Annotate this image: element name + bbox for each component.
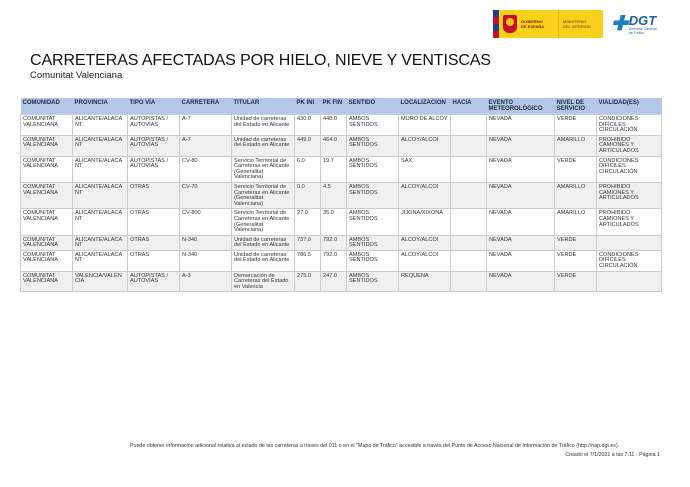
- table-cell: 0.0: [295, 182, 321, 208]
- table-cell: CONDICIONES DIFÍCILES CIRCULACIÓN: [597, 250, 662, 271]
- table-cell: NEVADA: [487, 135, 555, 156]
- table-cell: COMUNITAT VALENCIANA: [21, 235, 73, 250]
- table-cell: VERDE: [555, 250, 597, 271]
- table-cell: OTRAS: [128, 250, 180, 271]
- table-cell: COMUNITAT VALENCIANA: [21, 250, 73, 271]
- table-cell: [451, 235, 487, 250]
- table-cell: SAX: [399, 156, 451, 182]
- table-cell: ALICANTE/ALACANT: [73, 209, 128, 235]
- table-cell: ALICANTE/ALACANT: [73, 135, 128, 156]
- table-cell: AUTOPISTAS / AUTOVÍAS: [128, 115, 180, 136]
- table-cell: VALENCIA/VALÈNCIA: [73, 271, 128, 292]
- table-cell: 247.0: [321, 271, 347, 292]
- col-header: TITULAR: [232, 98, 295, 115]
- table-cell: AMARILLO: [555, 135, 597, 156]
- col-header: CARRETERA: [180, 98, 232, 115]
- table-cell: CV-800: [180, 209, 232, 235]
- table-cell: [451, 156, 487, 182]
- table-cell: MURO DE ALCOY: [399, 115, 451, 136]
- table-cell: COMUNITAT VALENCIANA: [21, 271, 73, 292]
- table-cell: CV-80: [180, 156, 232, 182]
- table-cell: 430.0: [295, 115, 321, 136]
- table-cell: ALICANTE/ALACANT: [73, 235, 128, 250]
- table-cell: ALCOY/ALCOI: [399, 182, 451, 208]
- table-cell: 449.0: [295, 135, 321, 156]
- table-cell: AUTOPISTAS / AUTOVÍAS: [128, 156, 180, 182]
- col-header: PK FIN: [321, 98, 347, 115]
- table-cell: ALICANTE/ALACANT: [73, 250, 128, 271]
- table-cell: Unidad de carreteras del Estado en Alicante: [232, 235, 295, 250]
- table-cell: 792.0: [321, 250, 347, 271]
- table-cell: Unidad de carreteras del Estado en Alicante: [232, 135, 295, 156]
- table-cell: ALICANTE/ALACANT: [73, 156, 128, 182]
- table-cell: NEVADA: [487, 209, 555, 235]
- table-cell: PROHIBIDO CAMIONES Y ARTICULADOS: [597, 182, 662, 208]
- table-row: [21, 250, 662, 271]
- table-cell: 27.0: [295, 209, 321, 235]
- table-cell: 19.7: [321, 156, 347, 182]
- table-cell: CV-70: [180, 182, 232, 208]
- table-cell: AMBOS SENTIDOS: [347, 115, 399, 136]
- table-cell: AUTOPISTAS / AUTOVÍAS: [128, 135, 180, 156]
- report-subtitle: Comunitat Valenciana: [30, 70, 123, 81]
- report-title: CARRETERAS AFECTADAS POR HIELO, NIEVE Y VENTISCAS: [30, 52, 491, 69]
- table-cell: A-7: [180, 135, 232, 156]
- roads-table: [20, 98, 662, 292]
- table-cell: AMBOS SENTIDOS: [347, 271, 399, 292]
- col-header: COMUNIDAD: [21, 98, 73, 115]
- ministerio-line2: DEL INTERIOR: [563, 24, 591, 29]
- table-row: [21, 156, 662, 182]
- col-header: NIVEL DE SERVICIO: [555, 98, 597, 115]
- table-cell: 464.0: [321, 135, 347, 156]
- table-cell: REQUENA: [399, 271, 451, 292]
- table-cell: ALICANTE/ALACANT: [73, 182, 128, 208]
- table-row: [21, 135, 662, 156]
- gobierno-line2: DE ESPAÑA: [521, 24, 545, 29]
- table-cell: PROHIBIDO CAMIONES Y ARTICULADOS: [597, 209, 662, 235]
- table-cell: OTRAS: [128, 182, 180, 208]
- table-cell: NEVADA: [487, 250, 555, 271]
- table-header-row: [21, 98, 662, 115]
- table-cell: 35.0: [321, 209, 347, 235]
- table-cell: AMBOS SENTIDOS: [347, 250, 399, 271]
- footer-info: Puede obtener información adicional relativa al estado de las carreteras a través del 011 o en el "Mapa de Tráfico" accesible a través del Punto de Acceso Nacional de Información de Tráfico (http://nap.dgt.es).: [130, 443, 620, 449]
- table-cell: PROHIBIDO CAMIONES Y ARTICULADOS: [597, 135, 662, 156]
- table-cell: COMUNITAT VALENCIANA: [21, 156, 73, 182]
- table-cell: OTRAS: [128, 209, 180, 235]
- table-cell: VERDE: [555, 156, 597, 182]
- col-header: SENTIDO: [347, 98, 399, 115]
- table-cell: NEVADA: [487, 271, 555, 292]
- table-cell: CONDICIONES DIFÍCILES CIRCULACIÓN: [597, 115, 662, 136]
- table-cell: Servicio Territorial de Carreteras en Alicante (Generalitat Valenciana): [232, 182, 295, 208]
- table-cell: [451, 135, 487, 156]
- table-row: [21, 115, 662, 136]
- table-cell: COMUNITAT VALENCIANA: [21, 209, 73, 235]
- table-cell: COMUNITAT VALENCIANA: [21, 135, 73, 156]
- table-cell: [451, 182, 487, 208]
- gobierno-logo: [493, 10, 603, 38]
- table-cell: AMARILLO: [555, 209, 597, 235]
- table-cell: AMBOS SENTIDOS: [347, 182, 399, 208]
- col-header: HACIA: [451, 98, 487, 115]
- footer-created: Creado el 7/1/2021 a las 7:11 - Página 1: [565, 452, 660, 458]
- table-cell: OTRAS: [128, 235, 180, 250]
- table-cell: VERDE: [555, 235, 597, 250]
- table-cell: 4.5: [321, 182, 347, 208]
- table-cell: [597, 235, 662, 250]
- table-cell: AMBOS SENTIDOS: [347, 135, 399, 156]
- table-row: [21, 182, 662, 208]
- table-cell: ALCOY/ALCOI: [399, 135, 451, 156]
- table-row: [21, 271, 662, 292]
- table-cell: CONDICIONES DIFÍCILES CIRCULACIÓN: [597, 156, 662, 182]
- table-cell: [451, 250, 487, 271]
- table-cell: A-3: [180, 271, 232, 292]
- dgt-cross-icon: ✚: [611, 13, 628, 35]
- table-cell: AUTOPISTAS / AUTOVÍAS: [128, 271, 180, 292]
- col-header: PROVINCIA: [73, 98, 128, 115]
- table-cell: COMUNITAT VALENCIANA: [21, 115, 73, 136]
- col-header: LOCALIZACION: [399, 98, 451, 115]
- table-cell: ALCOY/ALCOI: [399, 235, 451, 250]
- table-cell: JIJONA/XIXONA: [399, 209, 451, 235]
- table-cell: Unidad de carreteras del Estado en Alicante: [232, 250, 295, 271]
- table-cell: Servicio Territorial de Carreteras en Alicante (Generalitat Valenciana): [232, 209, 295, 235]
- col-header: VIALIDAD(ES): [597, 98, 662, 115]
- dgt-name: DGT: [628, 12, 657, 28]
- table-row: [21, 235, 662, 250]
- coat-of-arms-icon: [503, 15, 517, 33]
- table-cell: ALICANTE/ALACANT: [73, 115, 128, 136]
- ministerio-line1: MINISTERIO: [563, 19, 587, 24]
- table-cell: 6.0: [295, 156, 321, 182]
- table-cell: [451, 271, 487, 292]
- table-cell: N-340: [180, 235, 232, 250]
- table-row: [21, 209, 662, 235]
- table-cell: AMBOS SENTIDOS: [347, 235, 399, 250]
- table-cell: Unidad de carreteras del Estado en Alicante: [232, 115, 295, 136]
- dgt-sub2: de Tráfico: [628, 30, 645, 35]
- table-cell: ALCOY/ALCOI: [399, 250, 451, 271]
- table-cell: VERDE: [555, 271, 597, 292]
- table-cell: 737.0: [295, 235, 321, 250]
- table-cell: [597, 271, 662, 292]
- table-cell: A-7: [180, 115, 232, 136]
- table-cell: Demarcación de Carreteras del Estado en Valencia: [232, 271, 295, 292]
- header-logos: [493, 10, 657, 38]
- table-cell: 792.0: [321, 235, 347, 250]
- table-cell: N-340: [180, 250, 232, 271]
- table-cell: AMBOS SENTIDOS: [347, 209, 399, 235]
- table-cell: NEVADA: [487, 182, 555, 208]
- table-cell: NEVADA: [487, 115, 555, 136]
- table-cell: AMARILLO: [555, 182, 597, 208]
- table-cell: NEVADA: [487, 156, 555, 182]
- table-cell: 786.5: [295, 250, 321, 271]
- col-header: EVENTO METEOROLÓGICO: [487, 98, 555, 115]
- table-cell: AMBOS SENTIDOS: [347, 156, 399, 182]
- dgt-logo: [611, 14, 657, 35]
- table-cell: 448.0: [321, 115, 347, 136]
- table-cell: Servicio Territorial de Carreteras en Alicante (Generalitat Valenciana): [232, 156, 295, 182]
- table-cell: 275.0: [295, 271, 321, 292]
- table-cell: NEVADA: [487, 235, 555, 250]
- dgt-sub1: Dirección General: [628, 26, 657, 31]
- table-cell: COMUNITAT VALENCIANA: [21, 182, 73, 208]
- col-header: TIPO VÍA: [128, 98, 180, 115]
- table-cell: [451, 209, 487, 235]
- table-cell: VERDE: [555, 115, 597, 136]
- col-header: PK INI: [295, 98, 321, 115]
- gobierno-line1: GOBIERNO: [521, 19, 543, 24]
- table-cell: [451, 115, 487, 136]
